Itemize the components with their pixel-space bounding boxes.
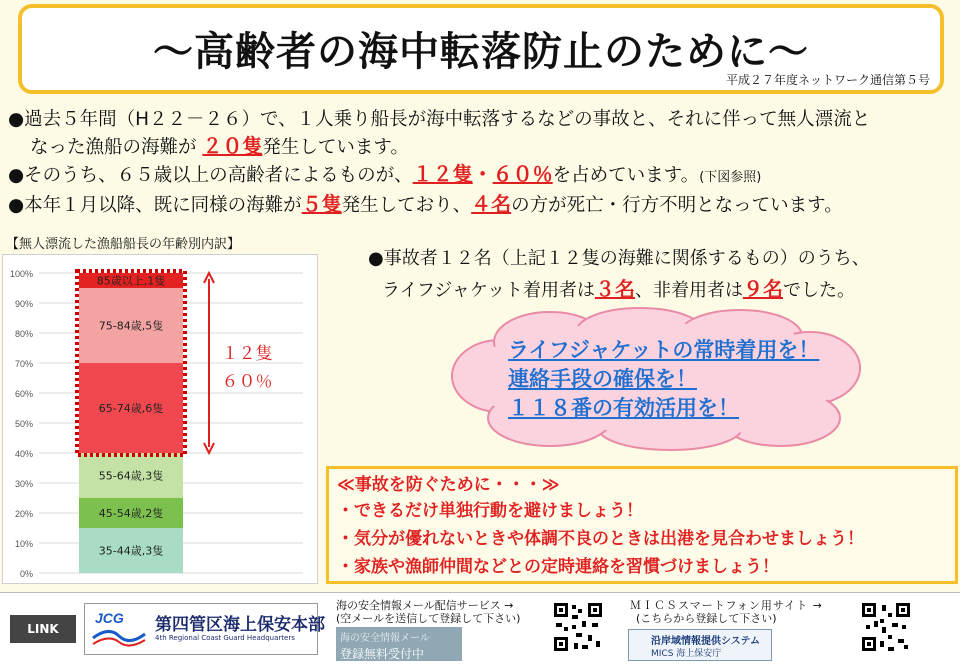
y-tick-label: 0%: [19, 569, 33, 579]
bullet-2-tail: を占めています。: [552, 165, 700, 186]
issue-label: 平成２７年度ネットワーク通信第５号: [725, 73, 930, 87]
annotation-label: １２隻: [221, 344, 273, 364]
bullet-2: [8, 161, 953, 191]
jcg-sub: 4th Regional Coast Guard Headquarters: [155, 634, 295, 642]
accident-summary: [368, 244, 870, 306]
age-chart: [2, 254, 318, 584]
bar-segment-label: 85歳以上,1隻: [96, 274, 166, 288]
y-tick-label: 10%: [14, 539, 33, 549]
count-5: ５隻: [301, 192, 342, 216]
count-4-persons: ４名: [471, 192, 512, 216]
bullet-1: [8, 106, 953, 133]
y-tick-label: 50%: [14, 419, 33, 429]
summary-line-2-c: でした。: [782, 280, 855, 301]
prevention-tips: [326, 466, 958, 584]
bullet-list: [8, 106, 953, 219]
bullet-3: [8, 191, 953, 219]
percent-60: ６０％: [492, 162, 553, 186]
tips-heading: ≪事故を防ぐために・・・≫: [337, 475, 560, 495]
dot-separator: ・: [472, 162, 493, 186]
bullet-1-text: ●過去５年間（H２２－２６）で、１人乗り船長が海中転落するなどの事故と、それに伴って無人漂流と: [8, 109, 871, 130]
bar-segment-label: 55-64歳,3隻: [98, 469, 164, 483]
mail-service-text: 海の安全情報メール配信サービス →: [336, 599, 514, 612]
y-tick-label: 70%: [14, 359, 33, 369]
mail-service-banner[interactable]: [336, 627, 462, 661]
mics-banner-line-2: MICS 海上保安庁: [651, 649, 722, 659]
mics-banner-line-1: 沿岸域情報提供システム: [651, 636, 760, 647]
cloud-callout: [440, 306, 870, 452]
cloud-line-3: １１８番の有効活用を！: [508, 396, 739, 420]
link-label: LINK: [10, 615, 76, 643]
summary-line-2-a: ライフジャケット着用者は: [382, 280, 595, 301]
y-tick-label: 90%: [14, 299, 33, 309]
bullet-1-cont-text: なった漁船の海難が: [30, 137, 203, 158]
tip-item-3: ・家族や漁師仲間などとの定時連絡を習慣づけましょう！: [337, 557, 779, 577]
y-tick-label: 20%: [14, 509, 33, 519]
jcg-name: 第四管区海上保安本部: [155, 615, 325, 635]
bullet-3-mid: 発生しており、: [341, 195, 472, 216]
mics-site-note: (こちらから登録して下さい): [636, 612, 777, 625]
mail-banner-line-1: 海の安全情報メール: [340, 633, 430, 644]
mail-service-note: (空メールを送信して登録して下さい): [336, 612, 521, 625]
chart-caption: 【無人漂流した漁船船長の年齢別内訳】: [6, 237, 241, 252]
y-tick-label: 100%: [9, 269, 33, 279]
summary-line-2-b: 、非着用者は: [634, 280, 743, 301]
tip-item-2: ・気分が優れないときや体調不良のときは出港を見合わせましょう！: [337, 529, 864, 549]
bullet-3-text: ●本年１月以降、既に同様の海難が: [8, 195, 302, 216]
jcg-logo-icon: [89, 608, 147, 648]
tip-item-1: ・できるだけ単独行動を避けましょう！: [337, 501, 643, 521]
mics-qr-code-icon[interactable]: [860, 601, 912, 653]
age-chart-svg: [3, 255, 319, 585]
annotation-label: ６０％: [221, 372, 273, 392]
bar-segment-label: 65-74歳,6隻: [98, 402, 164, 415]
non-wearers-count: ９名: [742, 277, 783, 301]
mail-qr-code-icon[interactable]: [552, 601, 604, 653]
jcg-logo-text: JCG: [95, 610, 124, 626]
cloud-line-2: 連絡手段の確保を！: [508, 367, 697, 391]
see-below-note: (下図参照): [699, 170, 762, 185]
bar-segment-label: 35-44歳,3隻: [98, 544, 164, 558]
footer-links: [0, 592, 960, 666]
y-tick-label: 30%: [14, 479, 33, 489]
bullet-2-text: ●そのうち、６５歳以上の高齢者によるものが、: [8, 165, 413, 186]
count-12: １２隻: [412, 162, 473, 186]
mail-banner-line-2: 登録無料受付中: [340, 647, 425, 661]
count-20: ２０隻: [202, 134, 263, 158]
title-box: [18, 4, 944, 94]
mics-banner[interactable]: [628, 629, 772, 661]
summary-line-1: ●事故者１２名（上記１２隻の海難に関係するもの）のうち、: [368, 248, 870, 269]
y-tick-label: 40%: [14, 449, 33, 459]
jcg-banner[interactable]: [84, 603, 325, 655]
cloud-message: [508, 336, 819, 423]
page-title: ～高齢者の海中転落防止のために～: [153, 29, 809, 75]
mics-site-text: ＭＩＣＳスマートフォン用サイト →: [630, 599, 823, 612]
bullet-3-tail: の方が死亡・行方不明となっています。: [511, 195, 843, 216]
cloud-line-1: ライフジャケットの常時着用を！: [508, 338, 820, 362]
y-tick-label: 80%: [14, 329, 33, 339]
bar-segment-label: 45-54歳,2隻: [98, 507, 164, 520]
y-tick-label: 60%: [14, 389, 33, 399]
summary-line-2: [368, 274, 870, 306]
bar-segment-label: 75-84歳,5隻: [98, 319, 164, 333]
bullet-1-cont: [8, 133, 953, 161]
wearers-count: ３名: [594, 277, 635, 301]
bullet-1-cont-tail: 発生しています。: [262, 137, 409, 158]
